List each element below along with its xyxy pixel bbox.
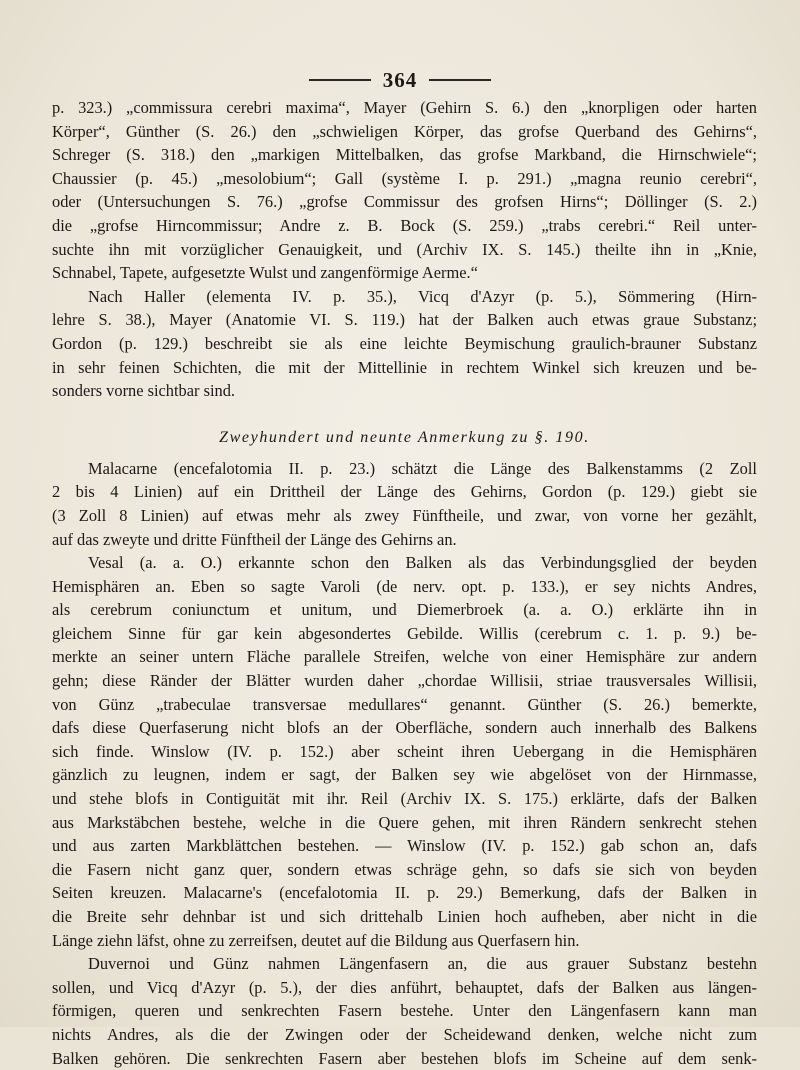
- page-number: 364: [382, 67, 418, 92]
- text-line: suchte ihn mit vorzüglicher Genauigkeit, und (Archiv IX. S. 145.) theilte ihn in „Knie,: [52, 239, 757, 259]
- text-line: Gordon (p. 129.) beschreibt sie als eine leichte Beymischung graulich-brauner Substanz: [52, 333, 757, 353]
- text-line: gänzlich zu leugnen, indem er sagt, der Balken sey wie abgelöset von der Hirnmasse,: [52, 765, 757, 785]
- header-rule-left: [309, 79, 371, 81]
- text-line: Nach Haller (elementa IV. p. 35.), Vicq d'Azyr (p. 5.), Sömmering (Hirn-: [88, 286, 757, 306]
- text-line: 2 bis 4 Linien) auf ein Drittheil der Länge des Gehirns, Gordon (p. 129.) giebt sie: [52, 482, 757, 502]
- text-line: nichts Andres, als die der Zwingen oder der Scheidewand denken, welche nicht zum: [52, 1024, 757, 1044]
- text-line: Malacarne (encefalotomia II. p. 23.) schätzt die Länge des Balkenstamms (2 Zoll: [88, 458, 757, 478]
- text-line: die „grofse Hirncommissur; Andre z. B. Bock (S. 259.) „trabs cerebri.“ Reil unter-: [52, 215, 757, 235]
- text-line: die Fasern nicht ganz quer, sondern etwas schräge gehn, so dafs sie sich von beyden: [52, 859, 757, 879]
- text-line: Schreger (S. 318.) den „markigen Mittelbalken, das grofse Markband, die Hirnschwiele“;: [52, 145, 757, 165]
- text-line: aus Markstäbchen bestehe, welche in die Quere gehen, mit ihren Rändern senkrecht stehen: [52, 812, 757, 832]
- text-line: merkte an seiner untern Fläche parallele Streifen, welche von einer Hemisphäre zur andern: [52, 647, 757, 667]
- text-line: oder (Untersuchungen S. 76.) „grofse Commissur des grofsen Hirns“; Döllinger (S. 2.): [52, 192, 757, 212]
- text-line: Länge ziehn läfst, ohne zu zerreifsen, deutet auf die Bildung aus Querfasern hin.: [52, 930, 580, 950]
- text-line: die Breite sehr dehnbar ist und sich drittehalb Linien hoch aufheben, aber nicht in die: [52, 907, 757, 926]
- section-heading: Zweyhundert und neunte Anmerkung zu §. 190.: [219, 428, 590, 446]
- page-body: [52, 96, 757, 1070]
- text-line: und stehe blofs in Contiguität mit ihr. Reil (Archiv IX. S. 175.) erklärte, dafs der Balken: [52, 789, 757, 809]
- text-line: sonders vorne sichtbar sind.: [52, 381, 235, 401]
- text-line: Hemisphären an. Eben so sagte Varoli (de nerv. opt. p. 133.), er sey nichts Andres,: [52, 576, 757, 596]
- text-line: in sehr feinen Schichten, die mit der Mittellinie in rechtem Winkel sich kreuzen und be-: [52, 357, 757, 377]
- text-line: Chaussier (p. 45.) „mesolobium“; Gall (système I. p. 291.) „magna reunio cerebri“,: [52, 168, 757, 188]
- text-line: gleichem Sinne für gar kein abgesondertes Gebilde. Willis (cerebrum c. 1. p. 9.) be-: [52, 623, 757, 643]
- text-line: Körper“, Günther (S. 26.) den „schwieligen Körper, das grofse Querband des Gehirns“,: [52, 121, 757, 141]
- text-line: Schnabel, Tapete, aufgesetzte Wulst und zangenförmige Aerme.“: [52, 263, 478, 283]
- text-line: als cerebrum coniunctum et unitum, und Diemerbroek (a. a. O.) erklärte ihn in: [52, 600, 757, 620]
- text-line: förmigen, queren und senkrechten Fasern bestehe. Unter den Längenfasern kann man: [52, 1001, 757, 1021]
- text-line: dafs diese Querfaserung nicht blofs an der Oberfläche, sondern auch innerhalb des Balkens: [52, 718, 757, 738]
- text-line: Balken gehören. Die senkrechten Fasern aber bestehen blofs im Scheine auf dem senk-: [52, 1048, 757, 1068]
- section-continued-note: [52, 96, 757, 403]
- text-line: Seiten kreuzen. Malacarne's (encefalotomia II. p. 29.) Bemerkung, dafs der Balken in: [52, 883, 757, 903]
- text-line: auf das zweyte und dritte Fünftheil der Länge des Gehirns an.: [52, 529, 457, 549]
- text-line: sollen, und Vicq d'Azyr (p. 5.), der dies anführt, behauptet, dafs der Balken aus längen-: [52, 977, 757, 997]
- text-line: Vesal (a. a. O.) erkannte schon den Balken als das Verbindungsglied der beyden: [88, 553, 757, 573]
- text-line: lehre S. 38.), Mayer (Anatomie VI. S. 119.) hat der Balken auch etwas graue Substanz;: [52, 310, 757, 330]
- text-line: (3 Zoll 8 Linien) auf etwas mehr als zwey Fünftheile, und zwar, von vorne her gezählt,: [52, 505, 757, 525]
- header-rule-right: [429, 79, 491, 81]
- text-line: von Günz „trabeculae transversae medullares“ genannt. Günther (S. 26.) bemerkte,: [52, 694, 757, 714]
- text-line: gehn; diese Ränder der Blätter wurden daher „chordae Willisii, striae trausversales Willisii,: [52, 671, 757, 691]
- text-line: Duvernoi und Günz nahmen Längenfasern an, die aus grauer Substanz bestehn: [88, 954, 757, 974]
- text-line: p. 323.) „commissura cerebri maxima“, Mayer (Gehirn S. 6.) den „knorpligen oder harten: [52, 98, 757, 117]
- section-note-190: [52, 457, 757, 1070]
- text-line: und aus zarten Markblättchen bestehen. — Winslow (IV. p. 152.) gab schon an, dafs: [52, 836, 757, 856]
- text-line: sich finde. Winslow (IV. p. 152.) aber scheint ihren Uebergang in die Hemisphären: [52, 741, 757, 761]
- page-header: [0, 62, 800, 98]
